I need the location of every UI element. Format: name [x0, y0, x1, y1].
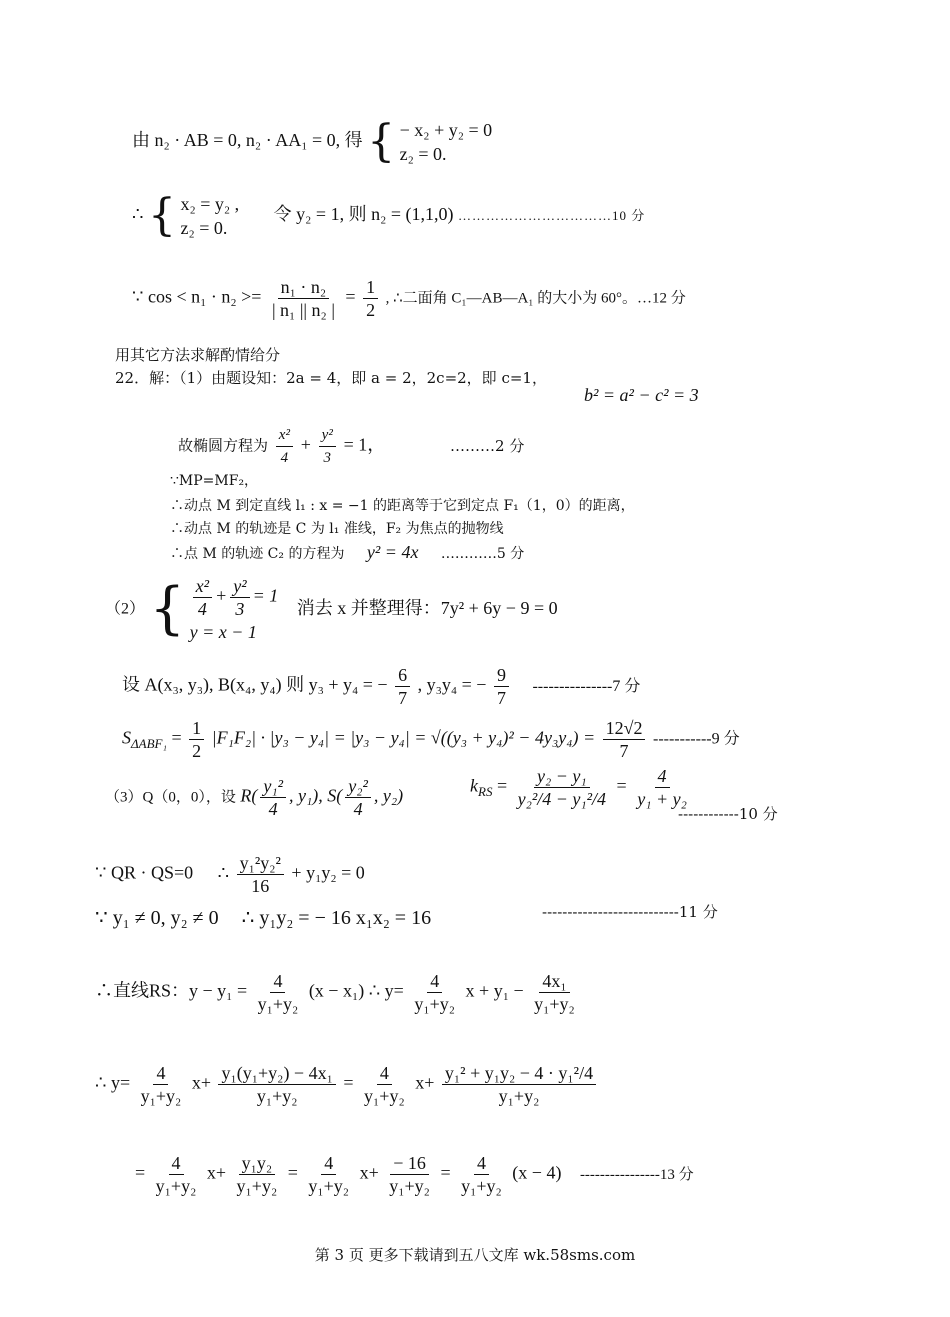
- denominator: y₁ + y₂: [637, 789, 687, 809]
- denominator: 3: [235, 599, 245, 619]
- point-s-end: , y₂): [373, 785, 404, 806]
- numerator: 4: [153, 1062, 168, 1085]
- numerator: 1: [189, 717, 204, 740]
- system-row: y = x − 1: [189, 622, 257, 642]
- y-nonzero-condition: ∵ y₁ ≠ 0, y₂ ≠ 0: [95, 907, 219, 929]
- denominator: y₁+y₂: [414, 994, 456, 1014]
- trajectory-equation: [170, 542, 524, 564]
- fraction: [361, 1062, 408, 1107]
- x-plus: x+: [206, 1162, 227, 1183]
- set-a-b: [122, 664, 640, 709]
- set-y2: 令 y₂ = 1, 则 n₂ = (1,1,0): [273, 204, 454, 225]
- eliminate-x: 消去 x 并整理得：7y² + 6y − 9 = 0: [296, 597, 558, 618]
- denominator: y₁+y₂: [389, 1176, 430, 1196]
- x-plus: x+: [191, 1072, 211, 1093]
- numerator: x²: [276, 424, 293, 447]
- denominator: 2: [366, 300, 376, 320]
- vieta-product: , y₃y₄ = −: [417, 674, 487, 695]
- denominator: 4: [353, 799, 363, 819]
- equals-one: = 1，: [343, 434, 386, 455]
- part2-label: （2）: [105, 600, 146, 618]
- denominator: 4: [268, 799, 278, 819]
- numerator: y₂²: [345, 775, 371, 798]
- cos-expression: ∵ cos < n₁ · n₂ >=: [132, 286, 262, 307]
- fraction: [234, 1152, 281, 1197]
- q22-text: 22．解：（1）由题设知：2a = 4，即 a = 2，2c=2，即 c=1，: [115, 369, 547, 387]
- fraction: [531, 970, 578, 1015]
- text-normal-vector-condition: 由 n₂ · AB = 0, n₂ · AA₁ = 0, 得: [132, 130, 363, 151]
- denominator: 7: [398, 688, 408, 708]
- numerator: 9: [494, 664, 509, 687]
- denominator: y₁+y₂: [155, 1176, 197, 1196]
- score-2: ………2 分: [450, 436, 525, 455]
- denominator: y₁+y₂: [461, 1176, 502, 1196]
- qr-dot-qs: [95, 852, 365, 897]
- fraction: [515, 765, 609, 810]
- point-r: R(: [240, 785, 258, 806]
- part2-system: [105, 575, 558, 644]
- numerator: 4: [427, 970, 442, 993]
- y-nonzero: [95, 908, 431, 928]
- area-derivation: |F₁F₂| · |y₃ − y₄| = |y₃ − y₄| = √((y₃ + y₄)² − 4y₃y₄) =: [211, 727, 596, 748]
- score-7: ---------------7 分: [532, 677, 641, 695]
- score-13: ----------------13 分: [579, 1166, 694, 1183]
- fraction: [269, 276, 338, 321]
- area-subscript: ΔABF₁: [131, 736, 167, 752]
- system-row: x₂ = y₂ ,: [180, 194, 240, 214]
- fraction: [138, 1062, 185, 1107]
- fraction: [255, 970, 302, 1015]
- moving-point-distance: ∴动点 M 到定直线 l₁ : x = −1 的距离等于它到定点 F₁（1，0）的距离，: [170, 498, 635, 514]
- fraction: [345, 775, 371, 820]
- numerator: 1: [363, 276, 378, 299]
- area-symbol: S: [122, 727, 131, 748]
- denominator: 4: [280, 450, 289, 466]
- denominator: y₁+y₂: [364, 1086, 405, 1106]
- x-plus: x+: [359, 1162, 379, 1183]
- line-rs-mid: (x − x₁) ∴ y=: [308, 980, 404, 1001]
- fraction: [411, 970, 458, 1015]
- numerator: − 16: [390, 1152, 429, 1175]
- line-dihedral-angle: [132, 276, 686, 321]
- fraction: [386, 1152, 433, 1197]
- slope-symbol: k: [470, 775, 478, 796]
- fraction: [276, 424, 293, 469]
- numerator: n₁ · n₂: [278, 276, 330, 299]
- equation-system: [180, 192, 239, 240]
- x-minus-4: (x − 4): [512, 1162, 562, 1183]
- part3-label: （3）Q（0，0），设: [105, 789, 236, 806]
- fraction: [319, 424, 336, 469]
- denominator: y₁+y₂: [236, 1176, 278, 1196]
- numerator: y₁(y₁+y₂) − 4x₁: [218, 1062, 335, 1085]
- fraction: [458, 1152, 505, 1197]
- y-equals: ∴ y=: [95, 1072, 131, 1093]
- point-s: , y₁), S(: [289, 785, 343, 806]
- denominator: y₁+y₂: [534, 994, 575, 1014]
- numerator: 4: [270, 970, 285, 993]
- mp-equals-mf2: ∵MP=MF₂，: [170, 473, 259, 489]
- equals: =: [345, 286, 356, 307]
- q22-intro: [115, 368, 547, 388]
- fraction: [153, 1152, 200, 1197]
- brace: {: [147, 190, 176, 241]
- score-9: -----------9 分: [652, 730, 740, 748]
- brace: {: [367, 116, 396, 167]
- fraction: [260, 775, 286, 820]
- dihedral-result: , ∴二面角 C₁—AB—A₁ 的大小为 60°。…12 分: [385, 290, 686, 307]
- equals: =: [171, 727, 182, 748]
- vieta-sum: 设 A(x₃, y₃), B(x₄, y₄) 则 y₃ + y₄ = −: [122, 674, 388, 695]
- line-rs-label: ∴直线RS：y − y₁ =: [95, 980, 248, 1001]
- numerator: 4: [321, 1152, 336, 1175]
- numerator: y₁² + y₁y₂ − 4 · y₁²/4: [442, 1062, 596, 1085]
- numerator: y₁²: [260, 775, 286, 798]
- ellipse-equation: [178, 424, 524, 469]
- trajectory-label: ∴点 M 的轨迹 C₂ 的方程为: [170, 546, 345, 562]
- page-footer: 第 3 页 更多下载请到五八文库 wk.58sms.com: [314, 1246, 636, 1264]
- qr-qs-equation: + y₁y₂ = 0: [291, 862, 365, 883]
- fraction: [189, 717, 204, 762]
- fraction: [442, 1062, 596, 1107]
- system-row: $\frac{\text{x²}}{4}$ + $\frac{\text{y²}}{3}$ = 1: [190, 575, 279, 620]
- equals: =: [496, 775, 508, 796]
- denominator: y₁+y₂: [308, 1176, 350, 1196]
- numerator: y²: [319, 424, 336, 447]
- score-11: ---------------------------11 分: [542, 903, 718, 921]
- numerator: y²: [230, 575, 249, 598]
- equals: =: [440, 1162, 451, 1183]
- line-normal-vector-condition: [132, 118, 492, 166]
- moving-point-trajectory: ∴动点 M 的轨迹是 C 为 l₁ 准线，F₂ 为焦点的抛物线: [170, 521, 504, 537]
- score-5: …………5 分: [440, 546, 525, 562]
- fraction: [395, 664, 410, 709]
- system-row: − x₂ + y₂ = 0: [399, 120, 493, 140]
- fraction: [305, 1152, 352, 1197]
- b-squared: b² = a² − c² = 3: [584, 385, 699, 405]
- numerator: 12√2: [603, 717, 646, 740]
- system-row: z₂ = 0.: [399, 144, 447, 164]
- denominator: y₁+y₂: [256, 1086, 298, 1106]
- score-10: ……………………………10 分: [458, 208, 646, 224]
- line-rs: [95, 970, 581, 1015]
- part3-setup: [105, 775, 403, 820]
- equals: =: [287, 1162, 298, 1183]
- numerator: y₁²y₂²: [237, 852, 284, 875]
- system-row: z₂ = 0.: [180, 218, 228, 238]
- qr-qs-condition: ∵ QR · QS=0: [95, 862, 194, 883]
- denominator: y₁+y₂: [140, 1086, 182, 1106]
- ellipse-label: 故椭圆方程为: [178, 436, 269, 455]
- fraction: [193, 575, 212, 620]
- denominator: 4: [197, 599, 207, 619]
- y-expression-2: [135, 1152, 694, 1197]
- numerator: x²: [193, 575, 212, 598]
- line-rs-end: x + y₁ −: [465, 980, 524, 1001]
- fraction: [363, 276, 378, 321]
- brace: {: [149, 576, 186, 642]
- denominator: y₂²/4 − y₁²/4: [517, 789, 607, 809]
- fraction: [494, 664, 509, 709]
- plus: +: [300, 434, 311, 455]
- fraction: [237, 852, 284, 897]
- equation-system: [400, 118, 493, 166]
- denominator: 16: [251, 876, 270, 896]
- denominator: 3: [323, 450, 331, 466]
- fraction: [230, 575, 249, 620]
- fraction: [218, 1062, 335, 1107]
- denominator: y₁+y₂: [498, 1086, 540, 1106]
- therefore-symbol: ∴: [217, 862, 230, 883]
- numerator: y₂ − y₁: [534, 765, 590, 788]
- y-product: ∴ y₁y₂ = − 16 x₁x₂ = 16: [241, 907, 432, 929]
- denominator: 7: [496, 688, 506, 708]
- slope-subscript: RS: [478, 784, 493, 800]
- numerator: 4: [377, 1062, 392, 1085]
- numerator: 4: [169, 1152, 184, 1175]
- numerator: y₁y₂: [239, 1152, 276, 1175]
- fraction: [603, 717, 646, 762]
- score-10b: ------------10 分: [678, 805, 778, 823]
- line-solve-n2: [132, 192, 645, 240]
- denominator: 7: [619, 741, 629, 761]
- other-method-note: 用其它方法求解酌情给分: [115, 346, 281, 364]
- equals: =: [135, 1162, 146, 1183]
- therefore-symbol: ∴: [132, 204, 144, 225]
- equals: =: [343, 1072, 354, 1093]
- numerator: 4x₁: [539, 970, 569, 993]
- denominator: y₁+y₂: [257, 994, 299, 1014]
- equation-system: [190, 575, 279, 644]
- triangle-area: [122, 717, 740, 762]
- parabola-equation: y² = 4x: [366, 542, 419, 562]
- y-expression-1: [95, 1062, 599, 1107]
- denominator: 2: [192, 741, 202, 761]
- numerator: 6: [395, 664, 410, 687]
- equals: =: [616, 775, 627, 796]
- x-plus: x+: [415, 1072, 435, 1093]
- slope-rs: [470, 765, 693, 810]
- numerator: 4: [474, 1152, 489, 1175]
- numerator: 4: [655, 765, 670, 788]
- denominator: | n₁ || n₂ |: [271, 300, 335, 320]
